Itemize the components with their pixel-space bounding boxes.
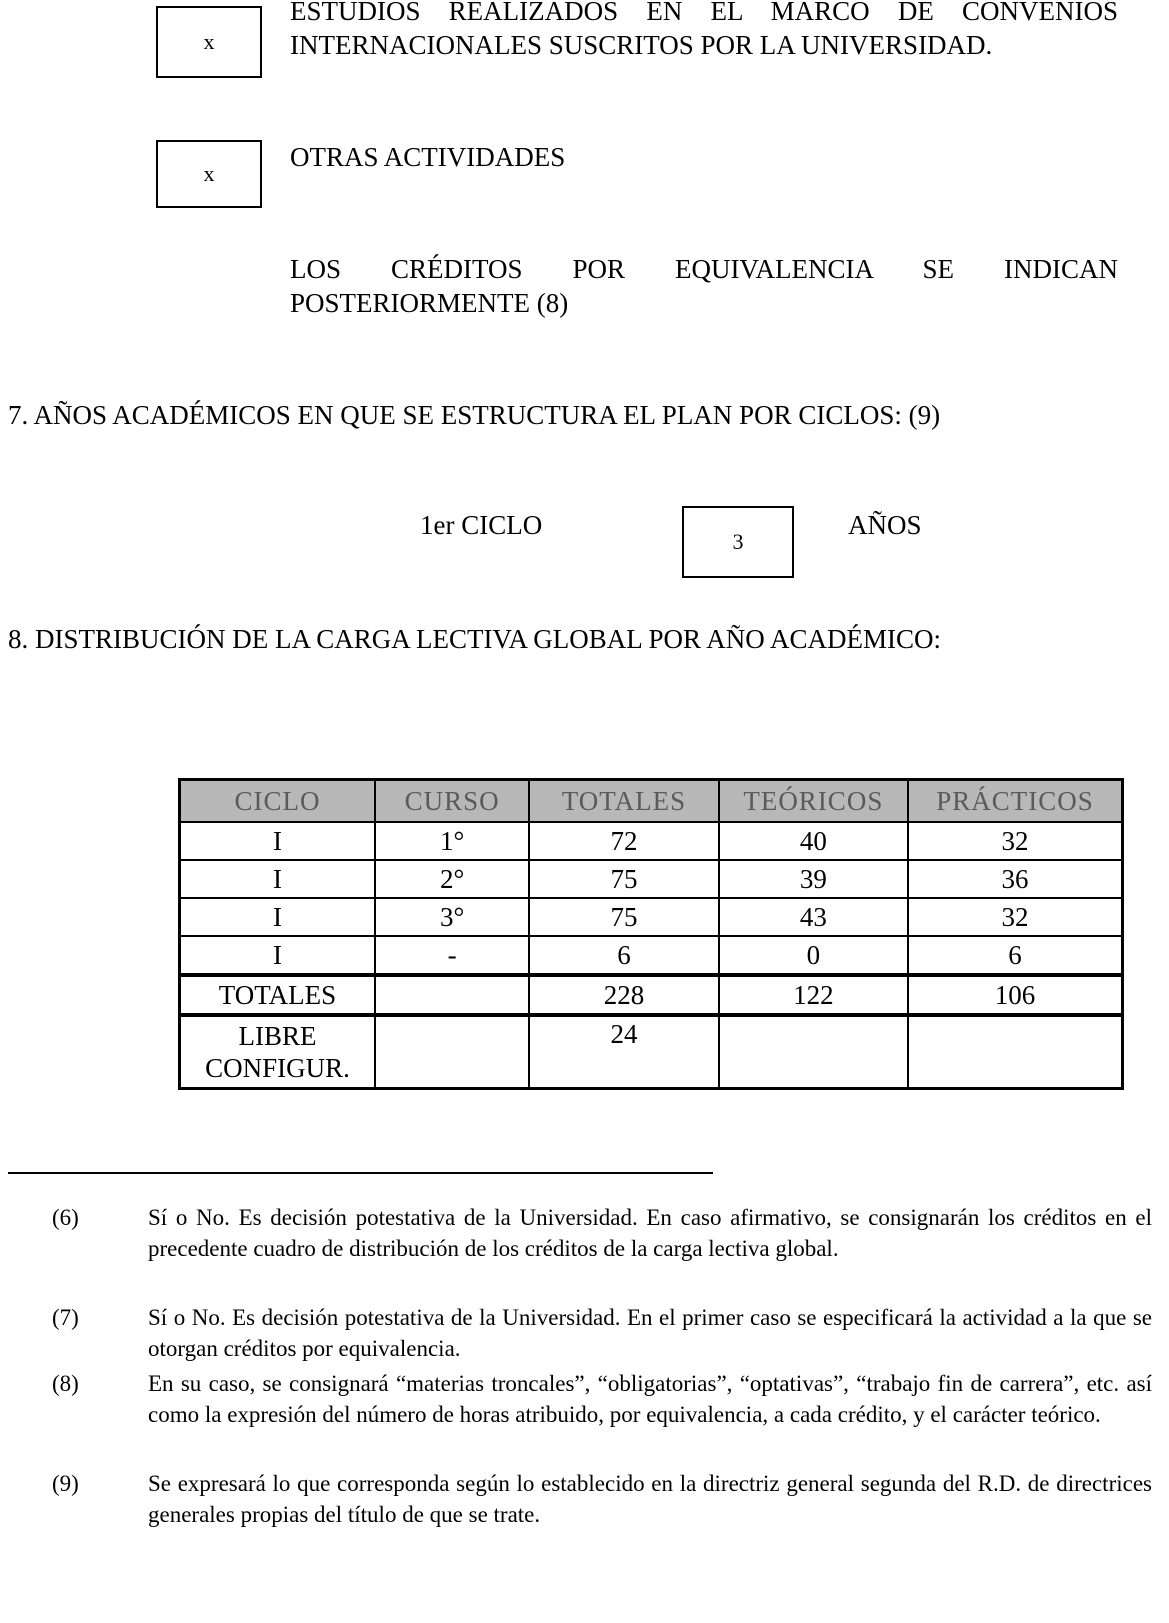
cell-ciclo: I [180,898,375,936]
table-row [180,936,1123,975]
footnote-number: (6) [52,1205,79,1230]
cell-teoricos: 40 [719,822,908,860]
header-totales: TOTALES [529,780,718,823]
table-header-row [180,780,1123,823]
footnote-divider [8,1172,713,1174]
header-practicos: PRÁCTICOS [908,780,1122,823]
cell-curso [375,975,529,1015]
cell-practicos: 106 [908,975,1122,1015]
table-row-totales [180,975,1123,1015]
option-convenios-label: ESTUDIOS REALIZADOS EN EL MARCO DE CONVENIOS INTERNACIONALES SUSCRITOS POR LA UNIVERSIDAD. [290,0,1118,60]
cell-practicos: 32 [908,822,1122,860]
cell-practicos: 36 [908,860,1122,898]
table-row [180,860,1123,898]
cell-ciclo: I [180,822,375,860]
header-curso: CURSO [375,780,529,823]
footnote-text: Sí o No. Es decisión potestativa de la Universidad. En el primer caso se especificará la actividad a la que se otorgan créditos por equivalencia. [148,1305,1152,1361]
cell-practicos [908,1015,1122,1089]
cell-curso: 3° [375,898,529,936]
footnote-9 [52,1468,1152,1532]
checkbox-mark: x [203,161,215,186]
footnote-number: (9) [52,1471,79,1496]
cell-teoricos: 39 [719,860,908,898]
years-value: 3 [732,529,744,554]
footnote-8 [52,1368,1152,1464]
cell-curso: 1° [375,822,529,860]
cell-totales: 75 [529,898,718,936]
cell-practicos: 6 [908,936,1122,975]
cell-ciclo: I [180,860,375,898]
option-otras-actividades-label: OTRAS ACTIVIDADES [290,142,566,172]
table-row [180,822,1123,860]
footnote-text: Sí o No. Es decisión potestativa de la Universidad. En caso afirmativo, se consignarán los créditos en el precedente cuadro de distribución de los créditos de la carga lectiva global. [148,1205,1152,1261]
years-value-box[interactable] [682,506,794,578]
cell-teoricos: 122 [719,975,908,1015]
footnote-number: (8) [52,1371,79,1396]
footnote-text: En su caso, se consignará “materias troncales”, “obligatorias”, “optativas”, “trabajo fin de carrera”, etc. así como la expresión del número de horas atribuido, por equivalencia, a cada crédito, y el carácter teórico. [148,1371,1152,1427]
header-teoricos: TEÓRICOS [719,780,908,823]
cell-totales: 72 [529,822,718,860]
cell-totales: 24 [529,1015,718,1089]
table-row [180,898,1123,936]
cell-teoricos: 0 [719,936,908,975]
section-7-heading: 7. AÑOS ACADÉMICOS EN QUE SE ESTRUCTURA EL PLAN POR CICLOS: (9) [8,400,941,430]
footnote-number: (7) [52,1305,79,1330]
table-row-libre-configuracion [180,1015,1123,1089]
cell-teoricos [719,1015,908,1089]
cell-teoricos: 43 [719,898,908,936]
cell-curso: 2° [375,860,529,898]
cell-curso: - [375,936,529,975]
section-8-heading: 8. DISTRIBUCIÓN DE LA CARGA LECTIVA GLOBAL POR AÑO ACADÉMICO: [8,624,942,654]
footnote-7 [52,1302,1152,1366]
footnote-text: Se expresará lo que corresponda según lo establecido en la directriz general segunda del R.D. de directrices generales propias del título de que se trate. [148,1471,1152,1527]
cell-practicos: 32 [908,898,1122,936]
footnote-6 [52,1202,1152,1298]
checkbox-mark: x [203,29,215,54]
equivalence-note: LOS CRÉDITOS POR EQUIVALENCIA SE INDICAN POSTERIORMENTE (8) [290,254,1118,318]
cell-totales: 6 [529,936,718,975]
cycle-label: 1er CICLO [420,510,543,540]
cell-ciclo: I [180,936,375,975]
header-ciclo: CICLO [180,780,375,823]
cell-ciclo: TOTALES [180,975,375,1015]
cell-totales: 228 [529,975,718,1015]
cell-totales: 75 [529,860,718,898]
years-label: AÑOS [848,510,922,540]
carga-lectiva-table [178,778,1124,1090]
cell-curso [375,1015,529,1089]
checkbox-convenios[interactable] [156,6,262,78]
checkbox-otras-actividades[interactable] [156,140,262,208]
cell-ciclo: LIBRE CONFIGUR. [180,1015,375,1089]
